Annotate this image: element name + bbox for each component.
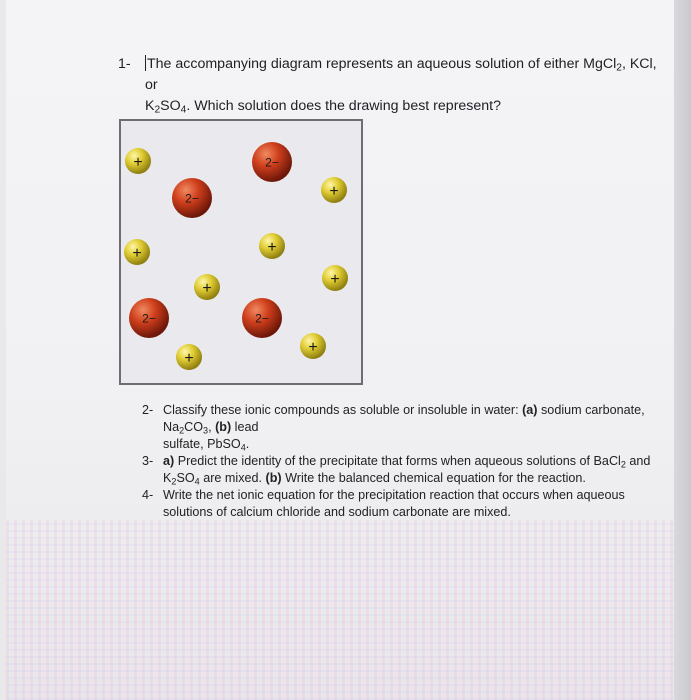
subscript: 2 — [171, 476, 177, 487]
question-3-text-b: Write the balanced chemical equation for the reaction. — [281, 471, 586, 485]
cation-ion-charge: + — [330, 270, 340, 288]
cation-ion — [125, 148, 151, 174]
question-4-number: 4- — [142, 488, 154, 502]
cation-ion — [176, 344, 202, 370]
anion-ion-charge: 2− — [265, 155, 279, 170]
question-4-text: Write the net ionic equation for the precipitation reaction that occurs when aqueous solutions of calcium chloride and sodium carbonate are mixed. — [163, 488, 625, 519]
cation-ion-charge: + — [308, 338, 318, 356]
screen-moire — [6, 520, 674, 700]
question-1-number: 1- — [118, 56, 131, 72]
worksheet-page — [6, 0, 674, 700]
text-cursor — [145, 55, 146, 71]
anion-ion-charge: 2− — [255, 311, 269, 326]
cation-ion — [194, 274, 220, 300]
potassium-symbol: K — [145, 98, 155, 114]
subscript: 2 — [620, 459, 626, 470]
anion-ion-charge: 2− — [185, 191, 199, 206]
question-1-text-a: The accompanying diagram represents an aqueous solution of either MgCl — [147, 56, 617, 72]
question-1-text-b: , KCl, or — [145, 56, 657, 93]
part-b-label: (b) — [215, 420, 232, 434]
question-4 — [136, 487, 674, 521]
ion-diagram-svg — [121, 121, 361, 383]
part-a-label: a) — [163, 454, 175, 468]
question-3-text-a: Predict the identity of the precipitate that forms when aqueous solutions of BaCl — [174, 454, 621, 468]
question-2 — [136, 402, 674, 453]
lead-text: lead — [231, 420, 259, 434]
ion-diagram — [119, 119, 363, 385]
cation-ion-charge: + — [329, 182, 339, 200]
subscript: 2 — [154, 104, 161, 116]
anion-ion — [172, 178, 212, 218]
separator: , — [208, 420, 216, 434]
carbonate-symbol: CO — [184, 420, 204, 434]
part-a-label: (a) — [522, 403, 538, 417]
cation-ion-charge: + — [132, 244, 142, 262]
question-3-mixed: are mixed. — [199, 471, 266, 485]
subscript: 2 — [616, 62, 622, 74]
question-2-text-c: sodium carbonate, — [537, 403, 645, 417]
subscript: 3 — [203, 425, 209, 436]
period: . — [245, 437, 250, 451]
sulfate-symbol: SO — [176, 471, 195, 485]
question-3-and: and — [625, 454, 651, 468]
subscript: 4 — [180, 104, 187, 116]
question-3 — [136, 453, 674, 487]
question-list — [136, 402, 674, 521]
question-2-number: 2- — [142, 403, 154, 417]
cation-ion-charge: + — [202, 279, 212, 297]
cation-ion — [322, 265, 348, 291]
question-1 — [118, 54, 658, 117]
question-1-text-c: . Which solution does the drawing best represent? — [186, 98, 502, 114]
cation-ion-charge: + — [133, 153, 143, 171]
monitor-edge — [674, 0, 691, 700]
subscript: 2 — [179, 425, 185, 436]
cation-ion — [259, 233, 285, 259]
subscript: 4 — [240, 442, 246, 453]
anion-ion-charge: 2− — [142, 311, 156, 326]
question-1-text — [145, 54, 658, 117]
sulfate-symbol: SO — [160, 98, 181, 114]
anion-ion — [242, 298, 282, 338]
cation-ion — [321, 177, 347, 203]
question-3-number: 3- — [142, 454, 154, 468]
anion-ion — [129, 298, 169, 338]
sodium-symbol: Na — [163, 420, 180, 434]
cation-ion-charge: + — [267, 238, 277, 256]
subscript: 4 — [194, 476, 200, 487]
potassium-symbol: K — [163, 471, 172, 485]
cation-ion — [124, 239, 150, 265]
cation-ion-charge: + — [184, 349, 194, 367]
lead-sulfate-text: sulfate, PbSO — [163, 437, 241, 451]
question-2-text: Classify these ionic compounds as soluble or insoluble in water: — [163, 403, 523, 417]
anion-ion — [252, 142, 292, 182]
part-b-label: (b) — [265, 471, 282, 485]
cation-ion — [300, 333, 326, 359]
